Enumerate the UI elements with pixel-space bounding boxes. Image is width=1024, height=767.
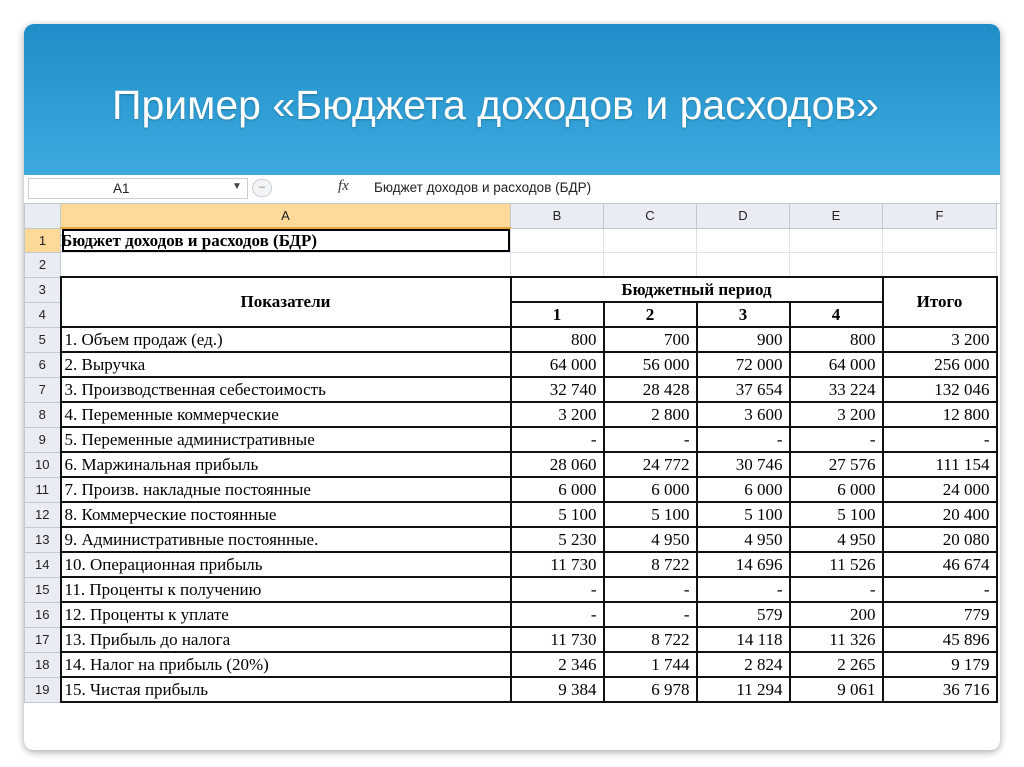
total-value[interactable]: -: [883, 427, 997, 452]
period-value[interactable]: 64 000: [790, 352, 883, 377]
total-value[interactable]: 9 179: [883, 652, 997, 677]
period-value[interactable]: 2 346: [511, 652, 604, 677]
sheet-row: [25, 228, 997, 253]
period-value[interactable]: 800: [511, 327, 604, 352]
row-header[interactable]: 1: [25, 228, 61, 253]
period-value[interactable]: 5 100: [697, 502, 790, 527]
table-row: [25, 327, 997, 352]
table-row: [25, 552, 997, 577]
period-value[interactable]: 6 000: [511, 477, 604, 502]
period-value[interactable]: 11 326: [790, 627, 883, 652]
period-value[interactable]: 11 730: [511, 627, 604, 652]
row-header[interactable]: 13: [25, 527, 61, 552]
total-value[interactable]: 20 400: [883, 502, 997, 527]
period-value[interactable]: 64 000: [511, 352, 604, 377]
table-row: [25, 577, 997, 602]
period-value[interactable]: 37 654: [697, 377, 790, 402]
name-box[interactable]: [28, 178, 248, 199]
indicator-label[interactable]: 10. Операционная прибыль: [61, 552, 511, 577]
cell[interactable]: [697, 253, 790, 278]
row-header[interactable]: 16: [25, 602, 61, 627]
header-period-3[interactable]: 3: [697, 302, 790, 327]
row-header[interactable]: 6: [25, 352, 61, 377]
period-value[interactable]: 11 730: [511, 552, 604, 577]
table-row: [25, 527, 997, 552]
total-value[interactable]: 12 800: [883, 402, 997, 427]
period-value[interactable]: 579: [697, 602, 790, 627]
period-value[interactable]: 5 100: [511, 502, 604, 527]
total-value[interactable]: 256 000: [883, 352, 997, 377]
cell[interactable]: [61, 253, 511, 278]
period-value[interactable]: 14 118: [697, 627, 790, 652]
period-value[interactable]: 14 696: [697, 552, 790, 577]
period-value[interactable]: -: [697, 577, 790, 602]
formula-bar: [24, 175, 1000, 204]
function-icon[interactable]: fx: [338, 178, 349, 194]
period-value[interactable]: 11 294: [697, 677, 790, 702]
cell-a1[interactable]: Бюджет доходов и расходов (БДР): [61, 228, 511, 253]
period-value[interactable]: 28 428: [604, 377, 697, 402]
row-header[interactable]: 14: [25, 552, 61, 577]
period-value[interactable]: 700: [604, 327, 697, 352]
total-value[interactable]: 779: [883, 602, 997, 627]
period-value[interactable]: -: [790, 577, 883, 602]
column-header-a[interactable]: A: [61, 204, 511, 229]
row-header[interactable]: 11: [25, 477, 61, 502]
column-header-e[interactable]: E: [790, 204, 883, 229]
sheet-row: [25, 277, 997, 302]
header-period-1[interactable]: 1: [511, 302, 604, 327]
indicator-label[interactable]: 14. Налог на прибыль (20%): [61, 652, 511, 677]
period-value[interactable]: 2 265: [790, 652, 883, 677]
period-value[interactable]: 200: [790, 602, 883, 627]
table-row: [25, 352, 997, 377]
period-value[interactable]: -: [511, 427, 604, 452]
period-value[interactable]: 6 978: [604, 677, 697, 702]
period-value[interactable]: 800: [790, 327, 883, 352]
period-value[interactable]: 30 746: [697, 452, 790, 477]
period-value[interactable]: 4 950: [697, 527, 790, 552]
row-header[interactable]: 2: [25, 253, 61, 278]
period-value[interactable]: 5 100: [790, 502, 883, 527]
name-box-value: A1: [113, 181, 130, 196]
row-header[interactable]: 10: [25, 452, 61, 477]
total-value[interactable]: 24 000: [883, 477, 997, 502]
indicator-label[interactable]: 5. Переменные административные: [61, 427, 511, 452]
table-row: [25, 652, 997, 677]
cell[interactable]: [790, 228, 883, 253]
row-header[interactable]: 3: [25, 277, 61, 302]
header-period-4[interactable]: 4: [790, 302, 883, 327]
period-value[interactable]: 6 000: [604, 477, 697, 502]
indicator-label[interactable]: 13. Прибыль до налога: [61, 627, 511, 652]
indicator-label[interactable]: 11. Проценты к получению: [61, 577, 511, 602]
table-row: [25, 427, 997, 452]
row-header[interactable]: 4: [25, 302, 61, 327]
total-value[interactable]: 46 674: [883, 552, 997, 577]
row-header[interactable]: 18: [25, 652, 61, 677]
column-header-c[interactable]: C: [604, 204, 697, 229]
sheet-row: [25, 253, 997, 278]
indicator-label[interactable]: 4. Переменные коммерческие: [61, 402, 511, 427]
period-value[interactable]: -: [511, 577, 604, 602]
row-header[interactable]: 9: [25, 427, 61, 452]
spreadsheet: [24, 175, 1000, 750]
indicator-label[interactable]: 8. Коммерческие постоянные: [61, 502, 511, 527]
chevron-down-icon[interactable]: ▼: [232, 181, 242, 192]
total-value[interactable]: 3 200: [883, 327, 997, 352]
row-header[interactable]: 7: [25, 377, 61, 402]
table-row: [25, 677, 997, 702]
header-budget-period[interactable]: Бюджетный период: [511, 277, 883, 302]
cell[interactable]: [790, 253, 883, 278]
indicator-label[interactable]: 9. Административные постоянные.: [61, 527, 511, 552]
slide-title: Пример «Бюджета доходов и расходов»: [112, 82, 879, 128]
period-value[interactable]: 2 800: [604, 402, 697, 427]
total-value[interactable]: 45 896: [883, 627, 997, 652]
cell[interactable]: [511, 228, 604, 253]
period-value[interactable]: 24 772: [604, 452, 697, 477]
column-header-d[interactable]: D: [697, 204, 790, 229]
column-header-row: [25, 204, 997, 229]
row-header[interactable]: 15: [25, 577, 61, 602]
column-header-b[interactable]: B: [511, 204, 604, 229]
total-value[interactable]: 132 046: [883, 377, 997, 402]
period-value[interactable]: -: [790, 427, 883, 452]
period-value[interactable]: 5 100: [604, 502, 697, 527]
cell[interactable]: [604, 228, 697, 253]
period-value[interactable]: 1 744: [604, 652, 697, 677]
row-header[interactable]: 5: [25, 327, 61, 352]
indicator-label[interactable]: 1. Объем продаж (ед.): [61, 327, 511, 352]
row-header[interactable]: 12: [25, 502, 61, 527]
period-value[interactable]: 9 061: [790, 677, 883, 702]
cell[interactable]: [883, 228, 997, 253]
formula-input[interactable]: Бюджет доходов и расходов (БДР): [374, 180, 592, 195]
indicator-label[interactable]: 3. Производственная себестоимость: [61, 377, 511, 402]
period-value[interactable]: 4 950: [604, 527, 697, 552]
row-header[interactable]: 8: [25, 402, 61, 427]
slide: [24, 24, 1000, 750]
header-total[interactable]: Итого: [883, 277, 997, 327]
select-all-corner[interactable]: [25, 204, 61, 229]
table-row: [25, 602, 997, 627]
period-value[interactable]: 8 722: [604, 627, 697, 652]
cell[interactable]: [697, 228, 790, 253]
period-value[interactable]: 3 200: [790, 402, 883, 427]
period-value[interactable]: 4 950: [790, 527, 883, 552]
indicator-label[interactable]: 12. Проценты к уплате: [61, 602, 511, 627]
indicator-label[interactable]: 6. Маржинальная прибыль: [61, 452, 511, 477]
column-header-f[interactable]: F: [883, 204, 997, 229]
table-row: [25, 452, 997, 477]
period-value[interactable]: -: [511, 602, 604, 627]
period-value[interactable]: 11 526: [790, 552, 883, 577]
cancel-icon[interactable]: –: [252, 179, 272, 197]
indicator-label[interactable]: 15. Чистая прибыль: [61, 677, 511, 702]
header-period-2[interactable]: 2: [604, 302, 697, 327]
total-value[interactable]: -: [883, 577, 997, 602]
period-value[interactable]: 72 000: [697, 352, 790, 377]
period-value[interactable]: 3 600: [697, 402, 790, 427]
period-value[interactable]: 28 060: [511, 452, 604, 477]
header-indicators[interactable]: Показатели: [61, 277, 511, 327]
indicator-label[interactable]: 7. Произв. накладные постоянные: [61, 477, 511, 502]
period-value[interactable]: -: [604, 602, 697, 627]
period-value[interactable]: 5 230: [511, 527, 604, 552]
period-value[interactable]: 33 224: [790, 377, 883, 402]
table-row: [25, 627, 997, 652]
period-value[interactable]: 56 000: [604, 352, 697, 377]
table-row: [25, 477, 997, 502]
period-value[interactable]: 32 740: [511, 377, 604, 402]
row-header[interactable]: 19: [25, 677, 61, 702]
cell[interactable]: [511, 253, 604, 278]
period-value[interactable]: -: [697, 427, 790, 452]
table-row: [25, 402, 997, 427]
indicator-label[interactable]: 2. Выручка: [61, 352, 511, 377]
table-row: [25, 502, 997, 527]
period-value[interactable]: 2 824: [697, 652, 790, 677]
cell[interactable]: [883, 253, 997, 278]
period-value[interactable]: -: [604, 427, 697, 452]
row-header[interactable]: 17: [25, 627, 61, 652]
total-value[interactable]: 36 716: [883, 677, 997, 702]
period-value[interactable]: 6 000: [697, 477, 790, 502]
period-value[interactable]: 3 200: [511, 402, 604, 427]
period-value[interactable]: 6 000: [790, 477, 883, 502]
period-value[interactable]: -: [604, 577, 697, 602]
period-value[interactable]: 900: [697, 327, 790, 352]
period-value[interactable]: 27 576: [790, 452, 883, 477]
sheet-grid: [24, 203, 1000, 750]
period-value[interactable]: 9 384: [511, 677, 604, 702]
total-value[interactable]: 20 080: [883, 527, 997, 552]
total-value[interactable]: 111 154: [883, 452, 997, 477]
period-value[interactable]: 8 722: [604, 552, 697, 577]
table-row: [25, 377, 997, 402]
cell[interactable]: [604, 253, 697, 278]
